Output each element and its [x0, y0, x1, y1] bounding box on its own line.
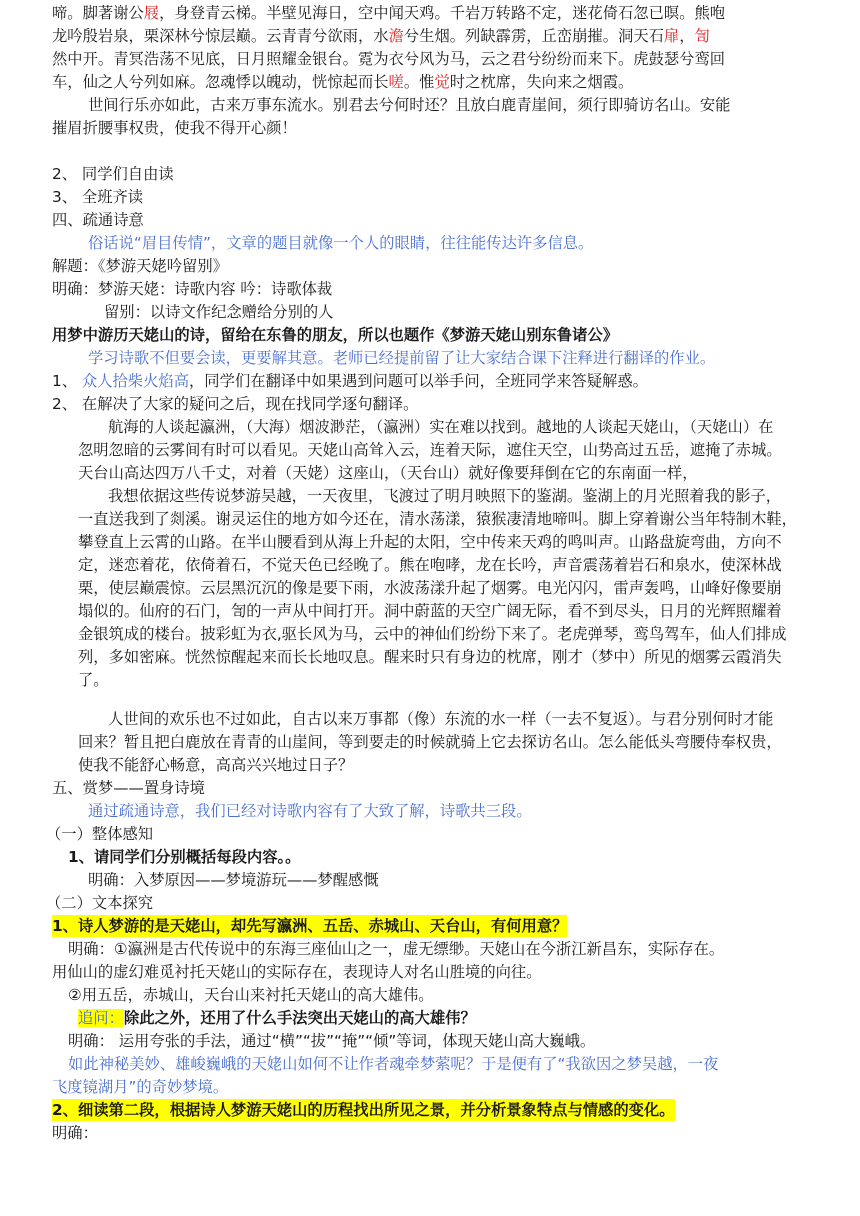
translation-line: 列，多如密麻。恍然惊醒起来而长长地叹息。醒来时只有身边的枕席，刚才（梦中）所见的烟雾云霞消失 [78, 648, 782, 666]
translation-line: 定，迷恋着花，依倚着石，不觉天色已经晚了。熊在咆哮，龙在长吟，声音震荡着岩石和泉水，使深林战 [78, 556, 782, 574]
poem-line: 摧眉折腰事权贵，使我不得开心颜！ [52, 119, 297, 137]
answer-line: 明确： 运用夸张的手法，通过“横”“拔”“掩”“倾”等词，体现天姥山高大巍峨。 [68, 1032, 596, 1050]
step-free-reading: 2、 同学们自由读 [52, 165, 174, 183]
teacher-note: 俗话说“眉目传情”，文章的题目就像一个人的眼睛，往往能传达许多信息。 [88, 234, 594, 252]
translation-line: 攀登直上云霄的山路。在半山腰看到从海上升起的太阳，空中传来天鸡的鸣叫声。山路盘旋弯曲，方向不 [78, 533, 782, 551]
question-line: 1、请同学们分别概括每段内容。。 [68, 848, 301, 866]
teacher-note: 通过疏通诗意，我们已经对诗歌内容有了大致了解，诗歌共三段。 [88, 802, 532, 820]
instruction-line: 2、 在解决了大家的疑问之后，现在找同学逐句翻译。 [52, 395, 419, 413]
highlighted-question: 1、诗人梦游的是天姥山，却先写瀛洲、五岳、赤城山、天台山，有何用意？ [52, 917, 568, 935]
highlighted-question: 2、细读第二段，根据诗人梦游天姥山的历程找出所见之景，并分析景象特点与情感的变化。 [52, 1101, 675, 1119]
translation-line: 栗，使层巅震惊。云层黑沉沉的像是要下雨，水波荡漾升起了烟雾。电光闪闪，雷声轰鸣，山峰好像要崩 [78, 579, 782, 597]
translation-line: 我想依据这些传说梦游吴越，一天夜里，飞渡过了明月映照下的鉴湖。鉴湖上的月光照着我的影子， [108, 487, 782, 505]
answer-line: 明确： [52, 1124, 98, 1142]
answer-line: ②用五岳，赤城山，天台山来衬托天姥山的高大雄伟。 [68, 986, 434, 1004]
answer-line: 留别：以诗文作纪念赠给分别的人 [104, 303, 334, 321]
answer-line: 明确：梦游天姥：诗歌内容 吟：诗歌体裁 [52, 280, 333, 298]
translation-line: 塌似的。仙府的石门，訇的一声从中间打开。洞中蔚蓝的天空广阔无际，看不到尽头，日月的光辉照耀着 [78, 602, 782, 620]
translation-line: 人世间的欢乐也不过如此，自古以来万事都（像）东流的水一样（一去不复返）。与君分别何时才能 [108, 710, 774, 728]
follow-up-question: 追问：除此之外，还用了什么手法突出天姥山的高大雄伟？ [78, 1009, 476, 1027]
translation-line: 航海的人谈起瀛洲，（大海）烟波渺茫，（瀛洲）实在难以找到。越地的人谈起天姥山，（天姥山）在 [108, 418, 774, 436]
translation-line: 使我不能舒心畅意，高高兴兴地过日子？ [78, 756, 354, 774]
step-class-reading: 3、 全班齐读 [52, 188, 144, 206]
answer-line: 明确：入梦原因——梦境游玩——梦醒感慨 [88, 871, 379, 889]
translation-line: 回来？暂且把白鹿放在青青的山崖间，等到要走的时候就骑上它去探访名山。怎么能低头弯腰侍奉权贵， [78, 733, 782, 751]
translation-line: 一直送我到了剡溪。谢灵运住的地方如今还在，清水荡漾，猿猴凄清地啼叫。脚上穿着谢公当年特制木鞋， [78, 510, 797, 528]
answer-line: 用仙山的虚幻难觅衬托天姥山的实际存在，表现诗人对名山胜境的向往。 [52, 963, 542, 981]
teacher-note: 学习诗歌不但要会读，更要解其意。老师已经提前留了让大家结合课下注释进行翻译的作业。 [88, 349, 716, 367]
poem-line: 啼。脚著谢公屐，身登青云梯。半壁见海日，空中闻天鸡。千岩万转路不定，迷花倚石忽已暝。熊咆 [52, 4, 726, 22]
subsection-heading: （二）文本探究 [46, 894, 154, 912]
summary-line: 用梦中游历天姥山的诗，留给在东鲁的朋友，所以也题作《梦游天姥山别东鲁诸公》 [52, 326, 618, 344]
section-heading: 五、赏梦——置身诗境 [52, 779, 205, 797]
poem-line: 龙吟殷岩泉，栗深林兮惊层巅。云青青兮欲雨，水澹兮生烟。列缺霹雳，丘峦崩摧。洞天石扉，訇 [52, 27, 710, 45]
translation-line: 天台山高达四万八千丈，对着（天姥）这座山，（天台山）就好像要拜倒在它的东南面一样， [78, 464, 698, 482]
section-heading: 四、疏通诗意 [52, 211, 144, 229]
poem-line: 车，仙之人兮列如麻。忽魂悸以魄动，恍惊起而长嗟。惟觉时之枕席，失向来之烟霞。 [52, 73, 634, 91]
teacher-note: 飞度镜湖月”的奇妙梦境。 [52, 1078, 229, 1096]
title-explanation: 解题：《梦游天姥吟留别》 [52, 257, 228, 275]
translation-line: 忽明忽暗的云雾间有时可以看见。天姥山高耸入云，连着天际，遮住天空，山势高过五岳，遮掩了赤城。 [78, 441, 782, 459]
teacher-note: 如此神秘美妙、雄峻巍峨的天姥山如何不让作者魂牵梦萦呢？于是便有了“我欲因之梦吴越，一夜 [68, 1055, 719, 1073]
translation-line: 了。 [78, 671, 109, 689]
instruction-line: 1、 众人拾柴火焰高，同学们在翻译中如果遇到问题可以举手问，全班同学来答疑解惑。 [52, 372, 648, 390]
subsection-heading: （一）整体感知 [46, 825, 154, 843]
answer-line: 明确：①瀛洲是古代传说中的东海三座仙山之一，虚无缥缈。天姥山在今浙江新昌东，实际存在。 [68, 940, 725, 958]
poem-line: 然中开。青冥浩荡不见底，日月照耀金银台。霓为衣兮风为马，云之君兮纷纷而来下。虎鼓瑟兮鸾回 [52, 50, 726, 68]
translation-line: 金银筑成的楼台。披彩虹为衣,驱长风为马，云中的神仙们纷纷下来了。老虎弹琴，鸾鸟驾车，仙人们排成 [78, 625, 787, 643]
poem-line: 世间行乐亦如此，古来万事东流水。别君去兮何时还？且放白鹿青崖间，须行即骑访名山。安能 [88, 96, 731, 114]
